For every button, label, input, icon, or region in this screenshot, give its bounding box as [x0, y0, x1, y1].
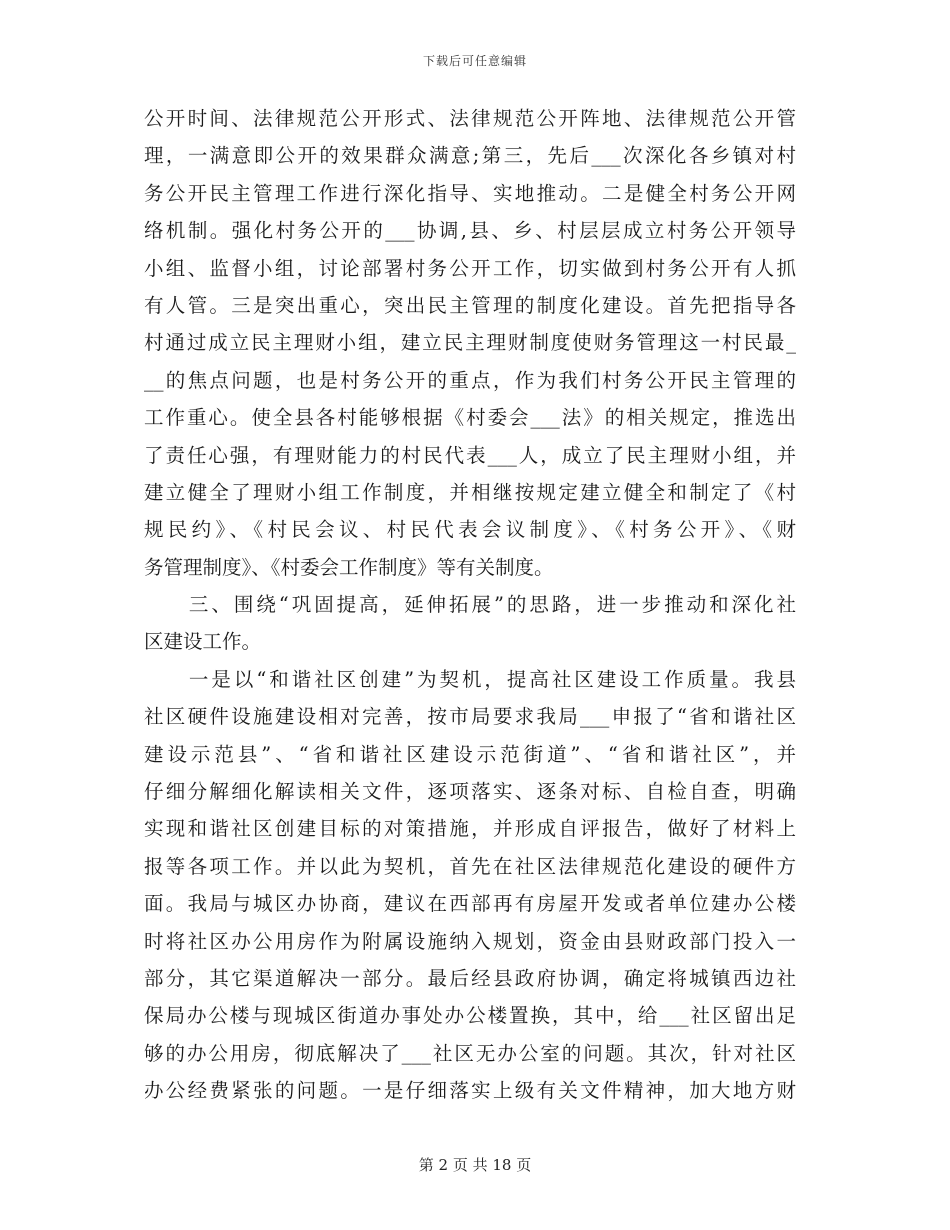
document-body: [144, 100, 796, 1110]
text-line: 有人管。三是突出重心，突出民主管理的制度化建设。首先把指导各: [144, 293, 796, 317]
text-line: 建设示范县”、“省和谐社区建设示范街道”、“省和谐社区”，并: [144, 742, 796, 766]
text-line: 建立健全了理财小组工作制度，并相继按规定建立健全和制定了《村: [144, 480, 796, 504]
page-number: 第 2 页 共 18 页: [418, 1156, 532, 1174]
text-line: 社区硬件设施建设相对完善，按市局要求我局___申报了“省和谐社区: [144, 705, 796, 729]
text-line: 工作重心。使全县各村能够根据《村委会___法》的相关规定，推选出: [144, 406, 796, 430]
text-line: 仔细分解细化解读相关文件，逐项落实、逐条对标、自检自查，明确: [144, 780, 796, 804]
text-line: 办公经费紧张的问题。一是仔细落实上级有关文件精神，加大地方财: [144, 1079, 796, 1103]
page-header-note: 下载后可任意编辑: [422, 54, 527, 68]
text-line: 务管理制度》、《村委会工作制度》等有关制度。: [144, 555, 554, 579]
text-line: __的焦点问题，也是村务公开的重点，作为我们村务公开民主管理的: [144, 368, 796, 392]
text-line: 村通过成立民主理财小组，建立民主理财制度使财务管理这一村民最_: [144, 331, 796, 355]
text-line: 了责任心强，有理财能力的村民代表___人，成立了民主理财小组，并: [144, 443, 796, 467]
text-line: 务公开民主管理工作进行深化指导、实地推动。二是健全村务公开网: [144, 181, 796, 205]
text-line: 时将社区办公用房作为附属设施纳入规划，资金由县财政部门投入一: [144, 929, 796, 953]
text-line: 区建设工作。: [144, 630, 262, 654]
text-line: 小组、监督小组，讨论部署村务公开工作，切实做到村务公开有人抓: [144, 256, 796, 280]
text-line: 面。我局与城区办协商，建议在西部再有房屋开发或者单位建办公楼: [144, 892, 796, 916]
text-line: 公开时间、法律规范公开形式、法律规范公开阵地、法律规范公开管: [144, 107, 796, 130]
text-line: 规民约》、《村民会议、村民代表会议制度》、《村务公开》、《财: [144, 518, 796, 542]
text-line: 实现和谐社区创建目标的对策措施，并形成自评报告，做好了材料上: [144, 817, 796, 841]
text-line: 够的办公用房，彻底解决了___社区无办公室的问题。其次，针对社区: [144, 1041, 796, 1065]
text-line: 络机制。强化村务公开的___协调,县、乡、村层层成立村务公开领导: [144, 219, 796, 243]
text-line: 三、围绕“巩固提高，延伸拓展”的思路，进一步推动和深化社: [144, 593, 796, 617]
text-line: 部分，其它渠道解决一部分。最后经县政府协调，确定将城镇西边社: [144, 966, 796, 990]
text-line: 保局办公楼与现城区街道办事处办公楼置换，其中，给___社区留出足: [144, 1004, 796, 1028]
text-line: 一是以“和谐社区创建”为契机，提高社区建设工作质量。我县: [144, 667, 796, 691]
text-line: 报等各项工作。并以此为契机，首先在社区法律规范化建设的硬件方: [144, 854, 796, 878]
text-line: 理，一满意即公开的效果群众满意;第三，先后___次深化各乡镇对村: [144, 144, 796, 168]
